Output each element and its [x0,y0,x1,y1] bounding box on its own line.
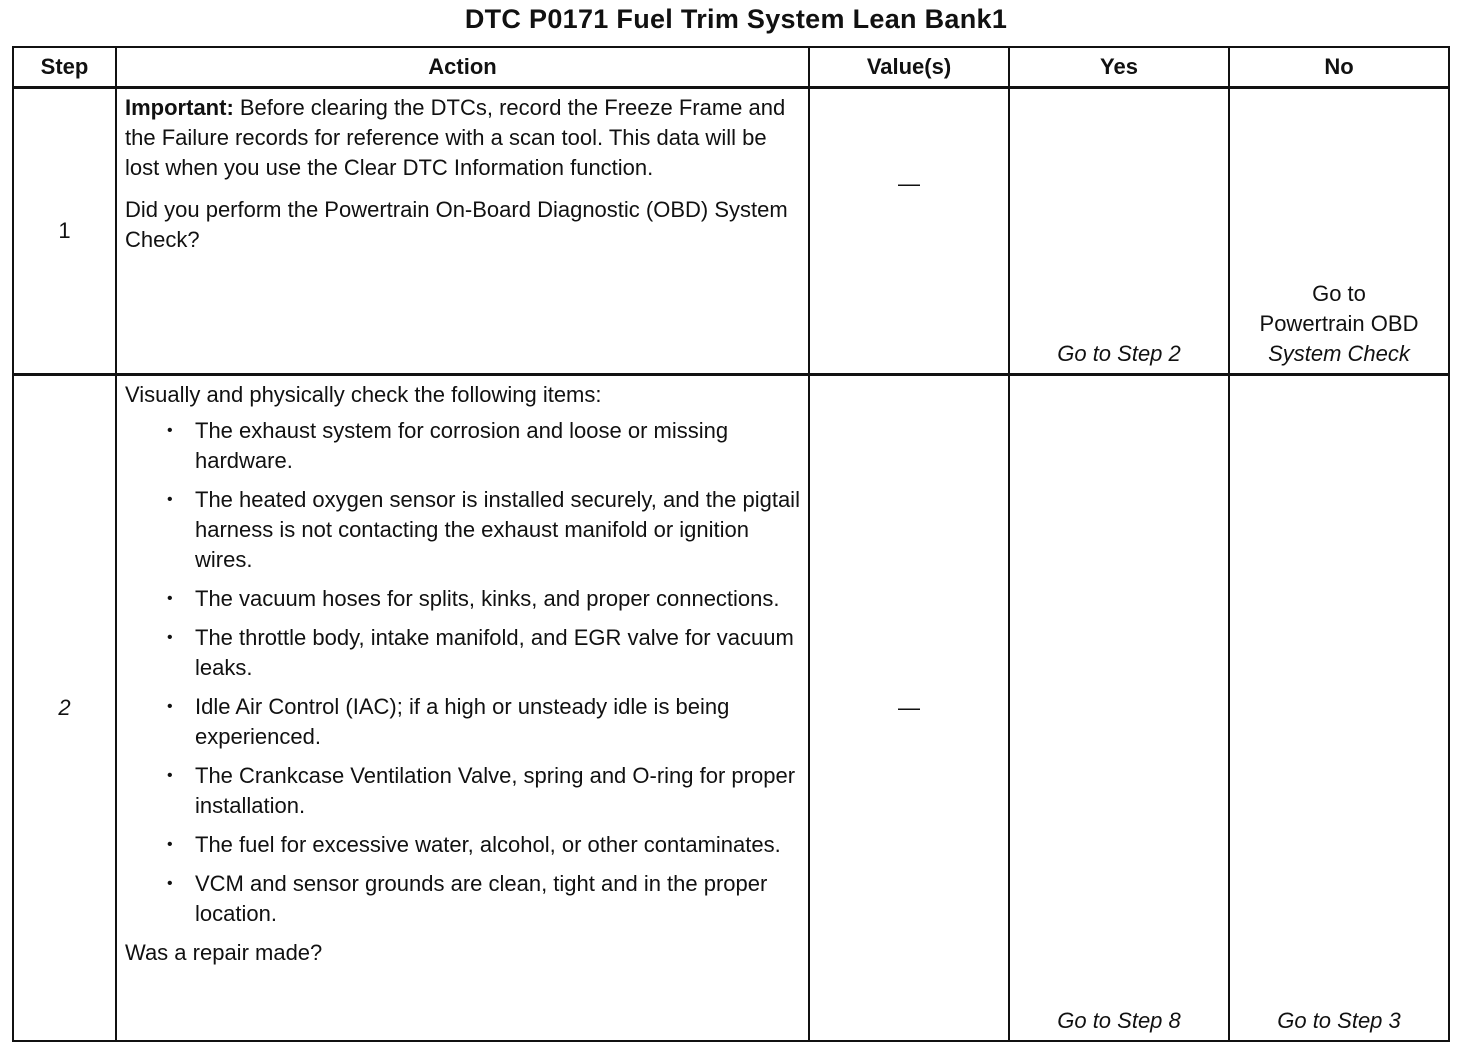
no-cell [1229,88,1449,375]
action-question: Was a repair made? [125,940,323,965]
no-cell: Go to Step 3 [1229,375,1449,1042]
bullet-icon: • [167,836,173,853]
list-item: • The exhaust system for corrosion and loose or missing hardware. [167,418,729,473]
page-title: DTC P0171 Fuel Trim System Lean Bank1 [464,4,1008,34]
yes-cell: Go to Step 8 [1009,375,1229,1042]
bullet-icon: • [167,698,173,715]
important-note [125,93,802,183]
check-list [125,416,802,929]
table-row [13,375,1449,1042]
step-number: 1 [13,88,116,375]
bullet-icon: • [167,629,173,646]
header-step: Step [13,47,116,88]
list-item: • The vacuum hoses for splits, kinks, and proper connections. [195,584,802,614]
table-row [13,88,1449,375]
action-question: Did you perform the Powertrain On-Board Diagnostic (OBD) System Check? [125,197,788,252]
action-cell [116,88,809,375]
table-header-row [13,47,1449,88]
yes-cell: Go to Step 2 [1009,88,1229,375]
bullet-icon: • [167,491,173,508]
value-cell: — [809,88,1009,375]
important-label: Important: [125,95,234,120]
bullet-icon: • [167,767,173,784]
header-yes: Yes [1009,47,1229,88]
important-text: Before clearing the DTCs, record the Freeze Frame and the Failure records for reference with a scan tool. This data will be lost when you use the Clear DTC Information function. [125,95,786,180]
no-line-3: System Check [1268,341,1410,366]
no-line-2: Powertrain OBD [1259,311,1419,336]
header-values: Value(s) [809,47,1009,88]
bullet-icon: • [167,422,173,439]
no-line-1: Go to [1312,281,1366,306]
list-item: • The throttle body, intake manifold, and EGR valve for vacuum leaks. [167,625,794,680]
header-no: No [1229,47,1449,88]
bullet-icon: • [167,875,173,892]
value-cell: — [809,375,1009,1042]
list-item: • Idle Air Control (IAC); if a high or unsteady idle is being experienced. [167,694,730,749]
bullet-icon: • [167,590,173,607]
action-intro: Visually and physically check the following items: [125,382,602,407]
list-item: • The fuel for excessive water, alcohol, or other contaminates. [195,830,802,860]
header-action: Action [116,47,809,88]
list-item: • The heated oxygen sensor is installed securely, and the pigtail harness is not contacting the exhaust manifold or ignition wires. [167,487,800,572]
list-item: • VCM and sensor grounds are clean, tight and in the proper location. [167,871,768,926]
list-item: • The Crankcase Ventilation Valve, spring and O-ring for proper installation. [167,763,796,818]
step-number: 2 [13,375,116,1042]
action-cell [116,375,809,1042]
diagnostic-table [12,46,1450,1042]
